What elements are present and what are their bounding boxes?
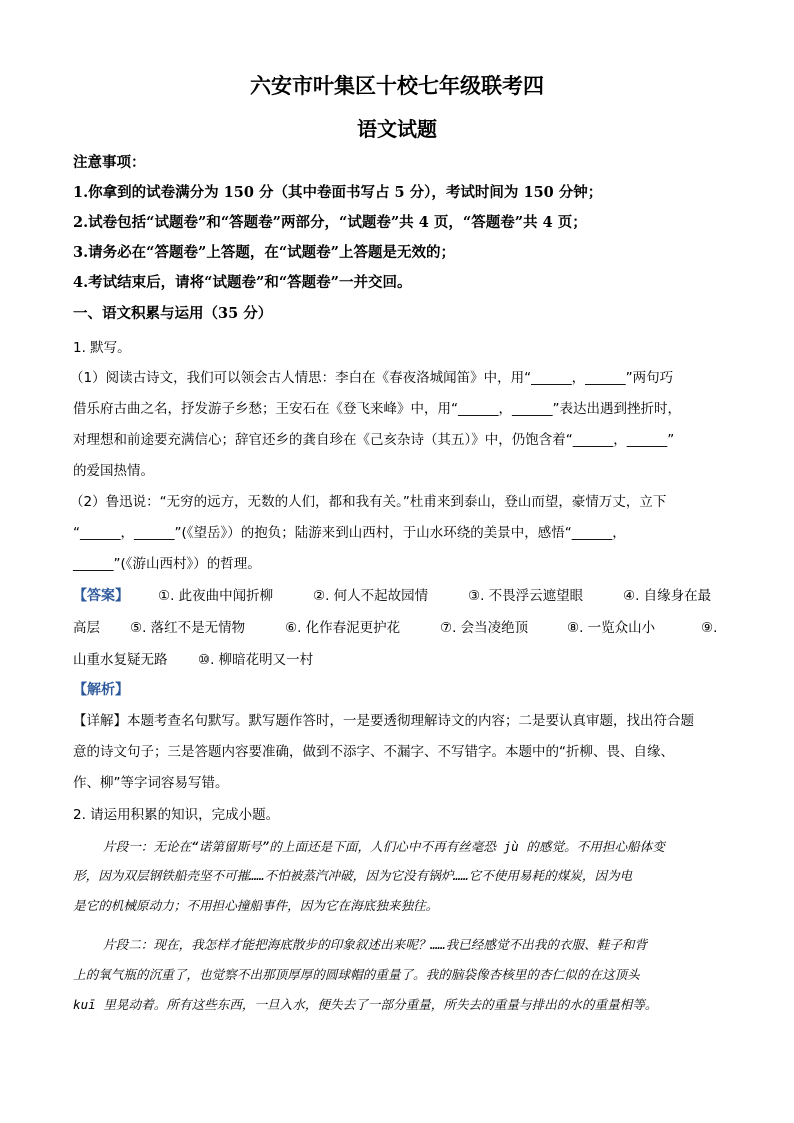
answer-item: ④. 自缘身在最 <box>623 588 712 604</box>
answer-item: 高层 <box>73 620 100 636</box>
detail-line-3: 作、柳”等字词容易写错。 <box>73 775 229 791</box>
q1-part2-line-3: ______”(《游山西村》）的哲理。 <box>73 556 261 572</box>
passage-2-line-1: 片段二：现在，我怎样才能把海底散步的印象叙述出来呢？……我已经感觉不出我的衣服、鞋子和背 <box>103 937 648 952</box>
detail-line-2: 意的诗文句子；三是答题内容要准确，做到不添字、不漏字、不写错字。本题中的“折柳、畏、自缘、 <box>73 744 674 760</box>
answer-item: ②. 何人不起故园情 <box>313 588 429 604</box>
question-2-label: 2. 请运用积累的知识，完成小题。 <box>73 807 280 823</box>
q1-part1-line-2: 借乐府古曲之名，抒发游子乡愁；王安石在《登飞来峰》中，用“______，______”表达出遇到挫折时， <box>73 401 681 417</box>
note-item-4: 4.考试结束后，请将“试题卷”和“答题卷”一并交回。 <box>73 274 412 291</box>
answer-item: ⑩. 柳暗花明又一村 <box>198 652 314 668</box>
exam-subtitle: 语文试题 <box>357 117 437 141</box>
answer-item: ⑥. 化作春泥更护花 <box>285 620 401 636</box>
answer-item: ⑧. 一览众山小 <box>567 620 656 636</box>
passage-2-line-3: kuī 里晃动着。所有这些东西，一旦入水，便失去了一部分重量，所失去的重量与排出的水的重量相等。 <box>73 997 658 1012</box>
answer-item: ①. 此夜曲中闻折柳 <box>158 588 274 604</box>
passage-2-line-2: 上的氧气瓶的沉重了，也觉察不出那顶厚厚的圆球帽的重量了。我的脑袋像杏核里的杏仁似的在这顶头 <box>73 967 640 982</box>
passage-1-line-3: 是它的机械原动力；不用担心撞船事件，因为它在海底独来独往。 <box>73 898 439 913</box>
passage-1-line-1: 片段一：无论在“诺第留斯号”的上面还是下面，人们心中不再有丝毫恐 jù 的感觉。不用担心船体变 <box>103 839 665 854</box>
note-item-1: 1.你拿到的试卷满分为 150 分（其中卷面书写占 5 分），考试时间为 150 分钟； <box>73 184 603 201</box>
passage-1-line-2: 形，因为双层钢铁船壳坚不可摧……不怕被蒸汽冲破，因为它没有锅炉……它不使用易耗的煤炭，因为电 <box>73 868 633 883</box>
exam-title: 六安市叶集区十校七年级联考四 <box>250 73 544 98</box>
note-item-2: 2.试卷包括“试题卷”和“答题卷”两部分，“试题卷”共 4 页，“答题卷”共 4 页； <box>73 214 587 231</box>
detail-line-1: 【详解】本题考查名句默写。默写题作答时，一是要透彻理解诗文的内容；二是要认真审题，找出符合题 <box>73 713 694 729</box>
answer-item: 山重水复疑无路 <box>73 652 168 668</box>
section-heading: 一、语文积累与运用（35 分） <box>73 305 273 322</box>
note-item-3: 3.请务必在“答题卷”上答题，在“试题卷”上答题是无效的； <box>73 244 455 261</box>
notes-heading: 注意事项： <box>73 154 146 171</box>
answer-item: ⑨. <box>701 620 718 636</box>
q1-part2-line-1: （2）鲁迅说：“无穷的远方，无数的人们，都和我有关。”杜甫来到泰山，登山而望，豪情万丈，立下 <box>70 494 667 510</box>
q1-part1-line-3: 对理想和前途要充满信心；辞官还乡的龚自珍在《己亥杂诗（其五）》中，仍饱含着“______，______” <box>73 432 675 448</box>
answer-item: ⑤. 落红不是无情物 <box>130 620 246 636</box>
answer-item: ⑦. 会当凌绝顶 <box>440 620 529 636</box>
answer-label: 【答案】 <box>73 588 129 604</box>
analysis-label: 【解析】 <box>73 682 129 698</box>
question-1-label: 1. 默写。 <box>73 340 131 356</box>
q1-part2-line-2: “______，______”(《望岳》）的抱负；陆游来到山西村，于山水环绕的美景中，感悟“______， <box>73 525 626 541</box>
answer-item: ③. 不畏浮云遮望眼 <box>468 588 584 604</box>
q1-part1-line-1: （1）阅读古诗文，我们可以领会古人情思：李白在《春夜洛城闻笛》中，用“______，______”两句巧 <box>70 370 674 386</box>
q1-part1-line-4: 的爱国热情。 <box>73 463 154 479</box>
